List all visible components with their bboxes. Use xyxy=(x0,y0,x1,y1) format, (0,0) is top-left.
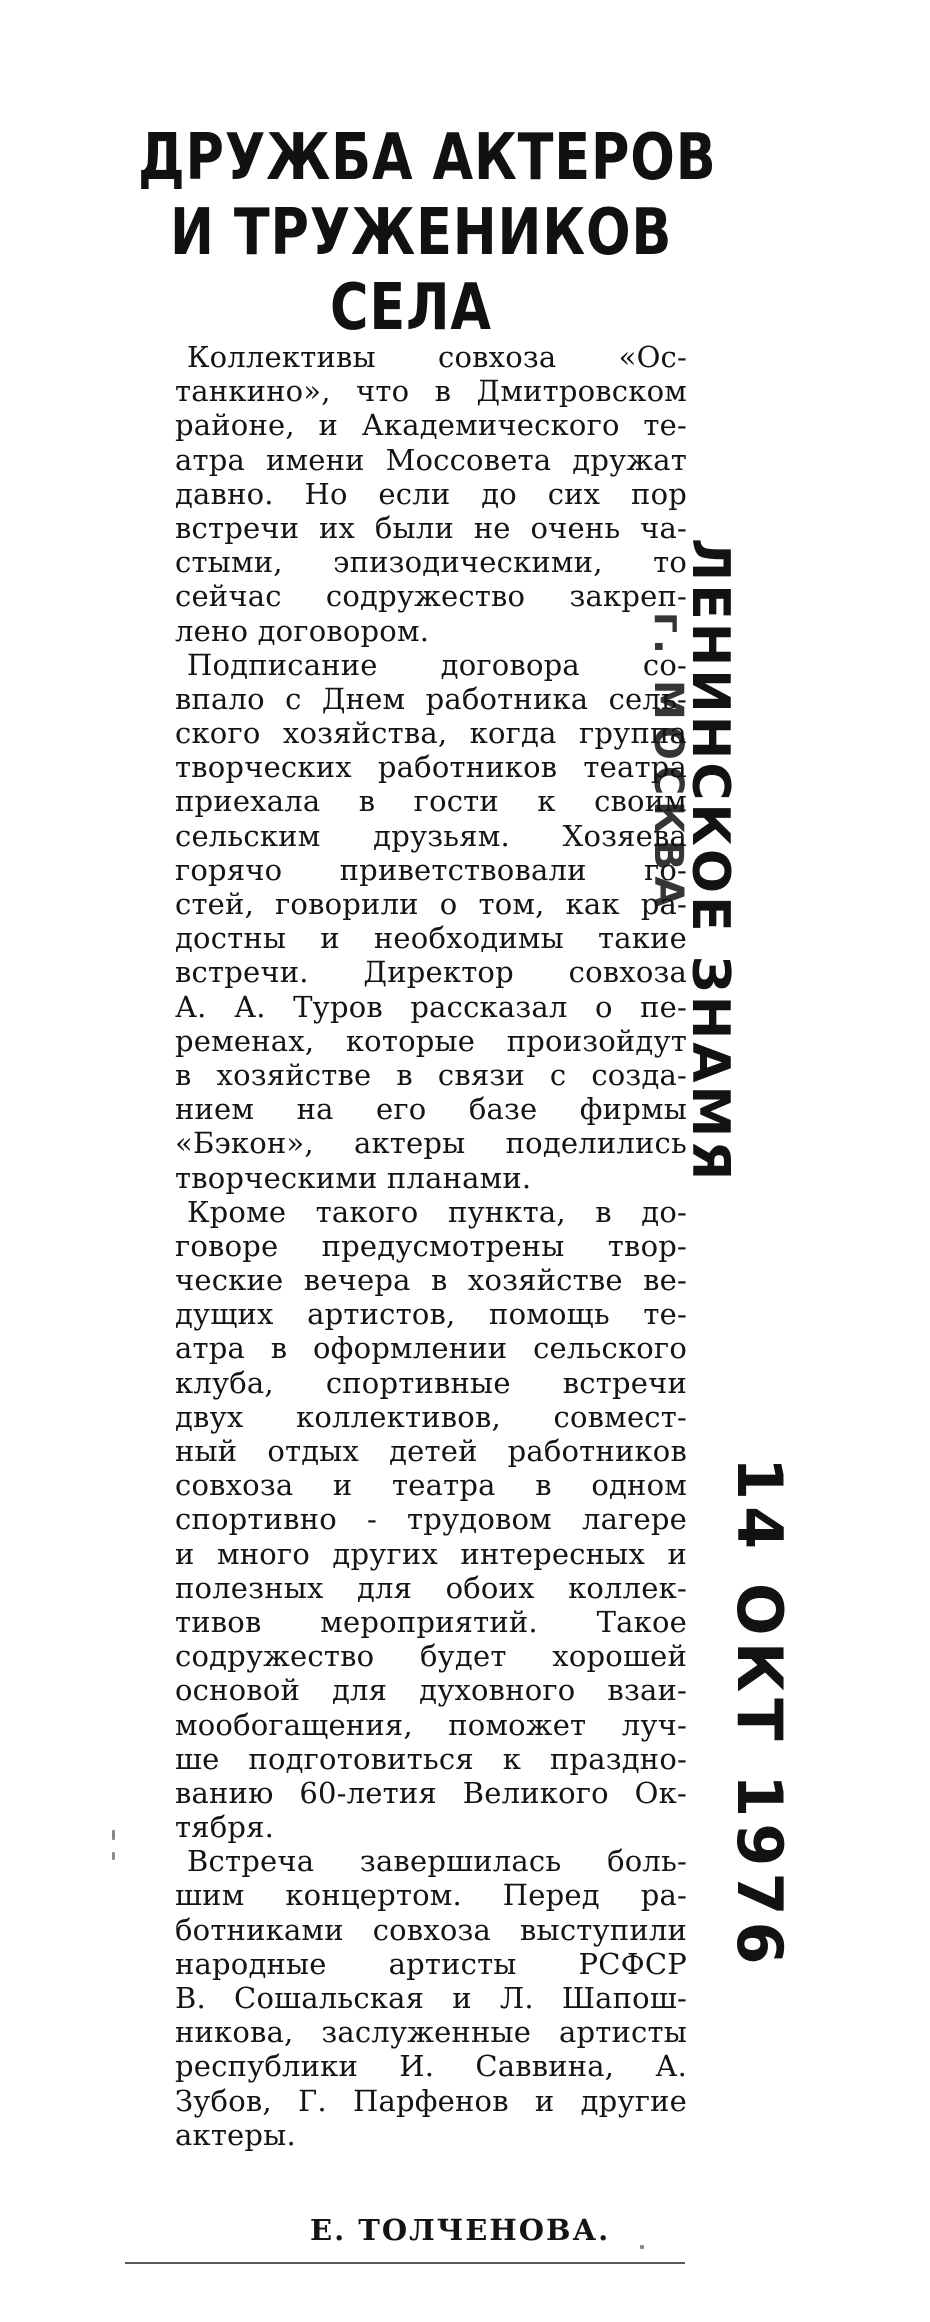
newspaper-name-stamp: ЛЕНИНСКОЕ ЗНАМЯ xyxy=(680,538,740,1184)
article-line: ского хозяйства, когда группа xyxy=(175,716,687,751)
article-line: основой для духовного взаи- xyxy=(175,1673,687,1708)
article-line: танкино», что в Дмитровском xyxy=(175,374,687,409)
article-line: достны и необходимы такие xyxy=(175,921,687,956)
article-line: актеры. xyxy=(175,2117,296,2152)
article-line: ванию 60-летия Великого Ок- xyxy=(175,1775,687,1810)
article-line: встречи их были не очень ча- xyxy=(175,510,687,545)
article-line: спортивно - трудовом лагере xyxy=(175,1502,687,1537)
article-line: народные артисты РСФСР xyxy=(175,1946,687,1981)
article-line: Подписание договора со- xyxy=(187,647,687,682)
article-line: тивов мероприятий. Такое xyxy=(175,1604,687,1639)
city-stamp: г. МОСКВА xyxy=(645,612,691,914)
article-line: никова, заслуженные артисты xyxy=(175,2015,687,2050)
article-line: ный отдых детей работников xyxy=(175,1434,687,1468)
article-line: горячо приветствовали го- xyxy=(175,852,687,887)
article-line: клуба, спортивные встречи xyxy=(175,1365,687,1400)
article-line: Встреча завершилась боль- xyxy=(187,1844,687,1879)
article-line: В. Сошальская и Л. Шапош- xyxy=(175,1981,687,2015)
article-line: атра в оформлении сельского xyxy=(175,1331,687,1366)
bottom-rule xyxy=(125,2262,685,2264)
date-stamp: 14 ОКТ 1976 xyxy=(723,1457,796,1971)
article-line: мообогащения, поможет луч- xyxy=(175,1707,687,1742)
article-line: двух коллективов, совмест- xyxy=(175,1399,687,1434)
print-speck xyxy=(112,1830,115,1840)
article-line: и много других интересных и xyxy=(175,1536,687,1571)
article-line: тября. xyxy=(175,1810,275,1845)
article-line: нием на его базе фирмы xyxy=(175,1092,687,1127)
article-line: стыми, эпизодическими, то xyxy=(175,545,687,580)
article-line: ременах, которые произойдут xyxy=(175,1023,687,1058)
article-line: творческими планами. xyxy=(175,1160,532,1195)
article-line: встречи. Директор совхоза xyxy=(175,955,687,990)
article-line: дущих артистов, помощь те- xyxy=(175,1297,687,1332)
article-body xyxy=(175,340,687,2152)
author-signature: Е. ТОЛЧЕНОВА. xyxy=(310,2213,611,2247)
print-speck xyxy=(640,2245,644,2249)
article-line: приехала в гости к своим xyxy=(175,784,687,819)
article-line: лено договором. xyxy=(175,613,430,648)
article-line: шим концертом. Перед ра- xyxy=(175,1878,687,1913)
article-line: впало с Днем работника сель- xyxy=(175,681,687,716)
article-line: говоре предусмотрены твор- xyxy=(175,1228,687,1263)
article-line: атра имени Моссовета дружат xyxy=(175,442,687,477)
headline-line-3: СЕЛА xyxy=(330,271,492,345)
article-line: Зубов, Г. Парфенов и другие xyxy=(175,2083,687,2118)
article-line: районе, и Академического те- xyxy=(175,408,687,443)
article-line: совхоза и театра в одном xyxy=(175,1468,687,1503)
article-line: Кроме такого пункта, в до- xyxy=(187,1194,687,1229)
article-line: ше подготовиться к праздно- xyxy=(175,1741,687,1776)
headline-line-2: И ТРУЖЕНИКОВ xyxy=(170,196,673,270)
article-line: республики И. Саввина, А. xyxy=(175,2049,687,2084)
article-line: сельским друзьям. Хозяева xyxy=(175,818,687,853)
article-line: ботниками совхоза выступили xyxy=(175,1912,687,1947)
article-line: ческие вечера в хозяйстве ве- xyxy=(175,1263,687,1298)
article-line: А. А. Туров рассказал о пе- xyxy=(175,989,687,1024)
article-line: сейчас содружество закреп- xyxy=(175,579,687,614)
print-speck xyxy=(112,1852,115,1860)
article-line: полезных для обоих коллек- xyxy=(175,1570,687,1605)
headline-line-1: ДРУЖБА АКТЕРОВ xyxy=(138,121,717,195)
article-line: содружество будет хорошей xyxy=(175,1639,687,1674)
article-line: Коллективы совхоза «Ос- xyxy=(187,340,687,374)
article-line: «Бэкон», актеры поделились xyxy=(175,1126,687,1161)
article-line: давно. Но если до сих пор xyxy=(175,476,687,511)
article-line: в хозяйстве в связи с созда- xyxy=(175,1057,687,1092)
article-line: творческих работников театра xyxy=(175,750,687,785)
article-line: стей, говорили о том, как ра- xyxy=(175,887,687,921)
